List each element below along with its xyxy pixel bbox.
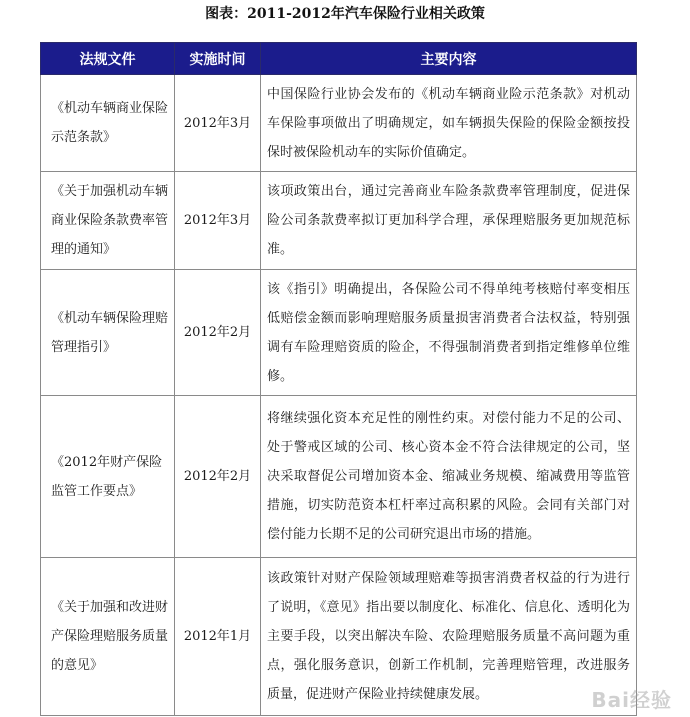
row-document: 《机动车辆保险理赔管理指引》 xyxy=(41,270,175,396)
table-row xyxy=(41,558,637,716)
row-content: 该《指引》明确提出，各保险公司不得单纯考核赔付率变相压低赔偿金额而影响理赔服务质量损害消费者合法权益，特别强调有车险理赔资质的险企，不得强制消费者到指定维修单位维修。 xyxy=(261,270,637,396)
row-date: 2012年2月 xyxy=(175,270,261,396)
row-content: 将继续强化资本充足性的刚性约束。对偿付能力不足的公司、处于警戒区域的公司、核心资本金不符合法律规定的公司，坚决采取督促公司增加资本金、缩减业务规模、缩减费用等监管措施，切实防范资本杠杆率过高积累的风险。会同有关部门对偿付能力长期不足的公司研究退出市场的措施。 xyxy=(261,396,637,558)
table-row xyxy=(41,172,637,270)
table-row xyxy=(41,75,637,172)
table-row xyxy=(41,270,637,396)
row-content: 该项政策出台，通过完善商业车险条款费率管理制度，促进保险公司条款费率拟订更加科学合理，承保理赔服务更加规范标准。 xyxy=(261,172,637,270)
table-title: 图表：2011-2012年汽车保险行业相关政策 xyxy=(205,6,485,22)
row-content: 中国保险行业协会发布的《机动车辆商业险示范条款》对机动车保险事项做出了明确规定，如车辆损失保险的保险金额按投保时被保险机动车的实际价值确定。 xyxy=(261,75,637,172)
header-content: 主要内容 xyxy=(261,43,637,75)
header-document: 法规文件 xyxy=(41,43,175,75)
row-date: 2012年2月 xyxy=(175,396,261,558)
header-date: 实施时间 xyxy=(175,43,261,75)
table-row xyxy=(41,396,637,558)
row-document: 《关于加强机动车辆商业保险条款费率管理的通知》 xyxy=(41,172,175,270)
row-content: 该政策针对财产保险领域理赔难等损害消费者权益的行为进行了说明，《意见》指出要以制度化、标准化、信息化、透明化为主要手段，以突出解决车险、农险理赔服务质量不高问题为重点，强化服务意识，创新工作机制，完善理赔管理，改进服务质量，促进财产保险业持续健康发展。 xyxy=(261,558,637,716)
table-header-row xyxy=(41,43,637,75)
row-document: 《机动车辆商业保险示范条款》 xyxy=(41,75,175,172)
watermark-logo: Bai经验 xyxy=(591,688,672,712)
policy-table xyxy=(40,42,637,716)
row-date: 2012年3月 xyxy=(175,172,261,270)
row-document: 《2012年财产保险监管工作要点》 xyxy=(41,396,175,558)
row-document: 《关于加强和改进财产保险理赔服务质量的意见》 xyxy=(41,558,175,716)
row-date: 2012年1月 xyxy=(175,558,261,716)
row-date: 2012年3月 xyxy=(175,75,261,172)
